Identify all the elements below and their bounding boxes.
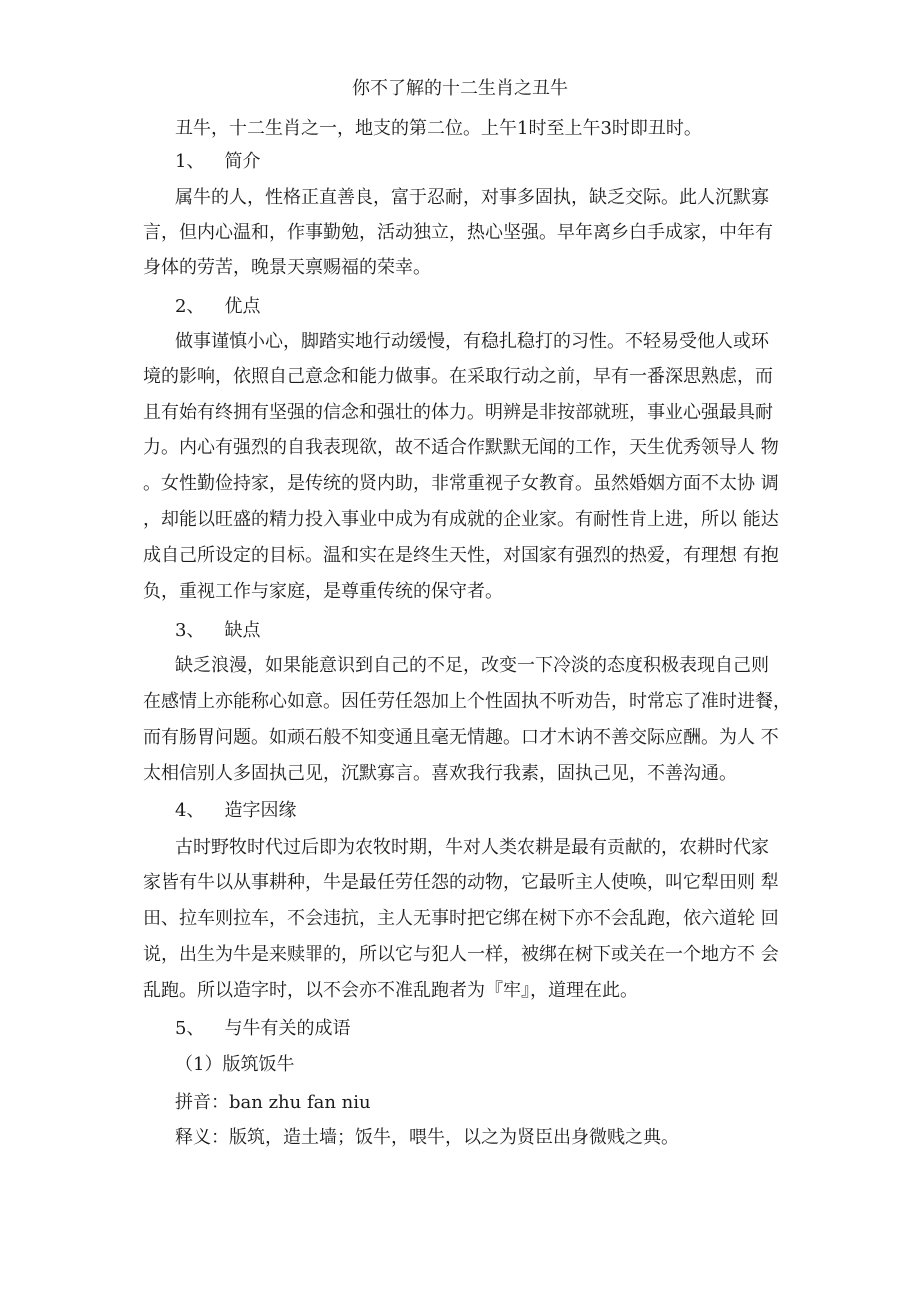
paragraph-line: 田、拉车则拉车，不会违抗，主人无事时把它绑在树下亦不会乱跑，依六道轮 回 — [143, 908, 779, 929]
intro-line: 丑牛，十二生肖之一，地支的第二位。上午1时至上午3时即丑时。 — [175, 118, 702, 139]
paragraph-line: 负，重视工作与家庭，是尊重传统的保守者。 — [143, 581, 503, 602]
paragraph-line: 说，出生为牛是来赎罪的，所以它与犯人一样，被绑在树下或关在一个地方不 会 — [143, 944, 779, 965]
paragraph-line: 缺乏浪漫，如果能意识到自己的不足，改变一下冷淡的态度积极表现自己则 — [175, 655, 769, 676]
paragraph-line: 属牛的人，性格正直善良，富于忍耐，对事多固执，缺乏交际。此人沉默寡 — [175, 187, 769, 208]
paragraph-line: 古时野牧时代过后即为农牧时期，牛对人类农耕是最有贡献的，农耕时代家 — [175, 837, 769, 858]
idiom-pinyin: 拼音：ban zhu fan niu — [175, 1092, 371, 1113]
paragraph-line: 。女性勤俭持家，是传统的贤内助，非常重视子女教育。虽然婚姻方面不太协 调 — [143, 473, 779, 494]
section-heading-2 — [175, 296, 260, 318]
section-title: 优点 — [224, 296, 261, 317]
section-number: 3、 — [175, 620, 205, 641]
section-number: 1、 — [175, 151, 205, 172]
paragraph-line: 且有始有终拥有坚强的信念和强壮的体力。明辨是非按部就班，事业心强最具耐 — [143, 402, 773, 423]
section-number: 2、 — [175, 296, 205, 317]
idiom-meaning: 释义：版筑，造土墙；饭牛，喂牛，以之为贤臣出身微贱之典。 — [175, 1127, 679, 1148]
section-heading-1 — [175, 151, 260, 173]
section-title: 与牛有关的成语 — [224, 1018, 351, 1039]
section-title: 缺点 — [224, 620, 261, 641]
paragraph-line: 境的影响，依照自己意念和能力做事。在采取行动之前，早有一番深思熟虑，而 — [143, 366, 773, 387]
idiom-label: （1）版筑饭牛 — [175, 1054, 295, 1075]
paragraph-line: 言，但内心温和，作事勤勉，活动独立，热心坚强。早年离乡白手成家，中年有 — [143, 222, 773, 243]
document-title: 你不了解的十二生肖之丑牛 — [352, 78, 568, 99]
section-heading-4 — [175, 800, 296, 822]
paragraph-line: 乱跑。所以造字时，以不会亦不准乱跑者为『牢』，道理在此。 — [143, 980, 638, 1001]
paragraph-line: 力。内心有强烈的自我表现欲，故不适合作默默无闻的工作，天生优秀领导人 物 — [143, 437, 779, 458]
paragraph-line: ，却能以旺盛的精力投入事业中成为有成就的企业家。有耐性肯上进，所以 能达 — [143, 509, 779, 530]
section-heading-5 — [175, 1018, 350, 1040]
paragraph-line: 在感情上亦能称心如意。因任劳任怨加上个性固执不听劝告，时常忘了准时进餐， — [143, 691, 791, 712]
paragraph-line: 身体的劳苦，晚景天禀赐福的荣幸。 — [143, 257, 431, 278]
paragraph-line: 而有肠胃问题。如顽石般不知变通且毫无情趣。口才木讷不善交际应酬。为人 不 — [143, 727, 779, 748]
paragraph-line: 家皆有牛以从事耕种，牛是最任劳任怨的动物，它最听主人使唤，叫它犁田则 犁 — [143, 872, 779, 893]
section-number: 5、 — [175, 1018, 205, 1039]
paragraph-line: 太相信别人多固执己见，沉默寡言。喜欢我行我素，固执己见，不善沟通。 — [143, 763, 737, 784]
paragraph-line: 做事谨慎小心，脚踏实地行动缓慢，有稳扎稳打的习性。不轻易受他人或环 — [175, 331, 769, 352]
paragraph-line: 成自己所设定的目标。温和实在是终生天性，对国家有强烈的热爱，有理想 有抱 — [143, 545, 779, 566]
section-title: 造字因缘 — [224, 800, 297, 821]
section-heading-3 — [175, 620, 260, 642]
section-title: 简介 — [224, 151, 261, 172]
section-number: 4、 — [175, 800, 205, 821]
